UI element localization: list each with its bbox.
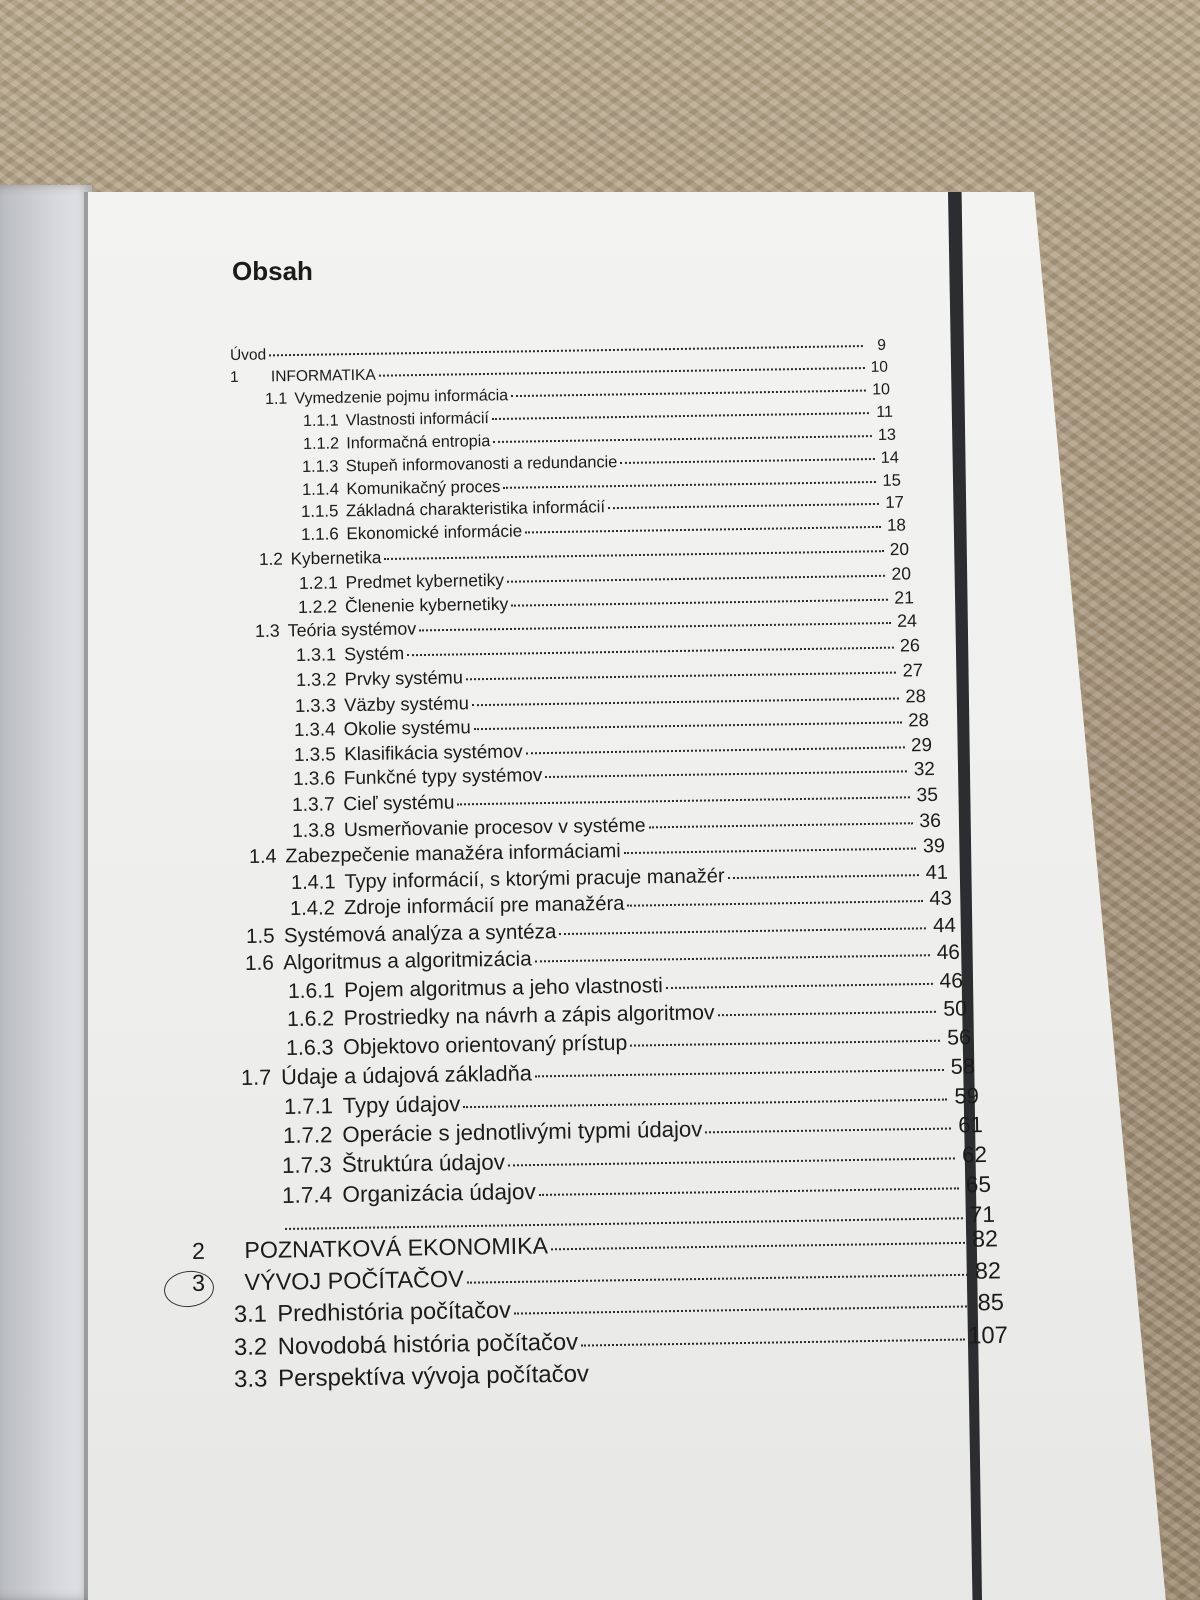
toc-entry-label: Pojem algoritmus a jeho vlastnosti (343, 974, 663, 1003)
toc-entry-number: 3.3 (233, 1365, 268, 1393)
toc-entry-label: Komunikačný proces (346, 476, 501, 499)
toc-entry-page-number: 46 (936, 940, 961, 965)
toc-entry-number: 1.2 (258, 548, 284, 569)
toc-entry-page-number: 10 (871, 381, 891, 399)
toc-entry-page-number: 39 (922, 835, 946, 858)
toc-entry-page-number: 43 (929, 887, 953, 910)
toc-entry-page-number: 10 (870, 358, 889, 376)
toc-entry-number: 1.3.6 (292, 768, 336, 790)
toc-entry-label: Okolie systému (343, 716, 471, 740)
toc-entry-label: Typy informácií, s ktorými pracuje manažér (344, 865, 725, 894)
toc-entry-page-number: 13 (877, 425, 897, 444)
toc-entry-number: 1.6.3 (285, 1035, 334, 1060)
toc-entry-number: 1.3.4 (293, 718, 336, 740)
toc-entry-number: 1.6.2 (286, 1007, 335, 1031)
toc-entry-label: Základná charakteristika informácií (345, 497, 606, 521)
toc-entry-number: 1.1.2 (302, 434, 340, 453)
toc-entry-page-number: 61 (958, 1112, 984, 1138)
toc-entry-page-number: 62 (961, 1141, 988, 1168)
toc-entry-number: 1.1.1 (302, 412, 339, 430)
toc-entry-label: Prvky systému (344, 667, 464, 690)
toc-entry-label: Systém (343, 643, 405, 665)
toc-entry-number: 1.3.3 (294, 694, 337, 716)
toc-entry-number: 3.1 (233, 1301, 268, 1328)
toc-entry-page-number: 15 (882, 470, 902, 490)
toc-entry-page-number: 36 (919, 809, 942, 833)
toc-entry-page-number: 82 (971, 1225, 999, 1252)
toc-entry-number: 1.1.4 (301, 479, 340, 499)
toc-entry-number: 1.7.1 (283, 1093, 334, 1119)
toc-entry-label: Typy údajov (342, 1091, 461, 1119)
toc-entry-number: 1.1 (264, 390, 288, 408)
toc-entry-number: 1.6 (244, 951, 275, 975)
toc-entry-label: Informačná entropia (346, 432, 491, 453)
toc-entry-page-number: 9 (877, 336, 887, 354)
toc-entry-page-number: 26 (899, 635, 921, 656)
toc-entry-page-number: 17 (885, 492, 905, 512)
toc-entry-label: Funkčné typy systémov (343, 765, 543, 790)
toc-entry-number: 1.1.5 (300, 501, 339, 521)
toc-entry-number: 1.7.2 (282, 1122, 333, 1148)
toc-entry-page-number: 65 (965, 1171, 992, 1198)
toc-entry-label: Cieľ systému (343, 792, 455, 816)
toc-entry-label: Ekonomické informácie (346, 521, 523, 544)
toc-entry-number: 1.1.3 (301, 457, 339, 476)
toc-entry-page-number: 59 (954, 1083, 980, 1109)
toc-entry-page-number: 58 (950, 1053, 976, 1079)
toc-entry-number: 1.7 (240, 1064, 272, 1090)
toc-entry-page-number: 29 (910, 733, 933, 756)
toc-entry-number: 1.7.4 (281, 1182, 333, 1208)
toc-entry-label: Operácie s jednotlivými typmi údajov (342, 1116, 703, 1148)
toc-entry-page-number: 107 (967, 1321, 1009, 1350)
right-page (88, 192, 1168, 1600)
page-title: Obsah (232, 256, 313, 286)
toc-entry-page-number: 20 (891, 563, 912, 584)
toc-entry-page-number: 20 (889, 538, 910, 560)
toc-entry-label: Stupeň informovanosti a redundancie (345, 453, 618, 476)
toc-entry-number: 1.1.6 (300, 524, 339, 544)
toc-entry-number: 1.3.2 (295, 669, 337, 690)
toc-entry-page-number: 41 (925, 861, 949, 885)
toc-entry-label: Zdroje informácií pre manažéra (343, 892, 625, 920)
toc-entry-label: Novodobá história počítačov (277, 1328, 579, 1361)
toc-entry-page-number: 71 (969, 1201, 996, 1228)
toc-entry-page-number: 85 (977, 1289, 1005, 1317)
toc-entry-number: 3 (191, 1269, 206, 1296)
toc-entry-page-number: 46 (939, 969, 964, 993)
toc-entry-label: Zabezpečenie manažéra informáciami (285, 840, 621, 868)
toc-entry-number: 1 (229, 368, 239, 386)
toc-entry-label: Úvod (229, 346, 267, 364)
toc-entry-number: 1.3 (254, 620, 280, 641)
toc-entry-label: Vlastnosti informácií (345, 410, 490, 430)
toc-entry-label: VÝVOJ POČÍTAČOV (244, 1265, 464, 1296)
toc-entry-page-number: 32 (913, 758, 936, 781)
toc-entry-label: Systémová analýza a syntéza (283, 920, 557, 948)
toc-entry-label: Údaje a údajová základňa (280, 1060, 533, 1090)
toc-entry-label: Štruktúra údajov (341, 1149, 506, 1178)
toc-entry-number: 1.2.1 (298, 572, 338, 593)
toc-entry-number: 1.4.2 (289, 897, 336, 920)
toc-entry-page-number: 24 (896, 610, 918, 631)
toc-entry-page-number: 14 (880, 448, 900, 467)
toc-entry-page-number: 27 (902, 660, 924, 681)
toc-entry-number: 1.3.5 (293, 743, 336, 765)
toc-entry-number: 1.3.7 (291, 794, 335, 816)
toc-entry-number: 3.2 (233, 1333, 268, 1361)
toc-entry-page-number: 35 (916, 784, 939, 807)
toc-entry-number: 1.3.8 (291, 819, 336, 842)
toc-entry-label: INFORMATIKA (270, 366, 376, 386)
toc-entry-label: Vymedzenie pojmu informácia (294, 387, 509, 408)
toc-entry-number: 1.7.3 (281, 1152, 332, 1178)
toc-entry-number: 1.4 (248, 845, 277, 868)
toc-entry-page-number: 28 (905, 685, 927, 707)
toc-entry-page-number: 18 (886, 515, 907, 535)
toc-entry-number: 2 (191, 1237, 206, 1264)
toc-entry-label: Klasifikácia systémov (344, 740, 523, 765)
toc-entry-page-number: 21 (894, 587, 915, 608)
toc-entry-label: Teória systémov (287, 618, 417, 641)
toc-entry-page-number: 50 (943, 997, 968, 1021)
toc-entry-label: Kybernetika (290, 547, 382, 569)
toc-entry-page-number: 11 (876, 403, 894, 421)
toc-entry-label: Objektovo orientovaný prístup (342, 1030, 628, 1060)
toc-entry-label: Členenie kybernetiky (344, 593, 509, 617)
toc-entry-label: Predmet kybernetiky (345, 569, 505, 593)
toc-entry-number: 1.3.1 (295, 644, 337, 665)
toc-entry-page-number: 28 (908, 709, 930, 731)
left-page (0, 185, 92, 1600)
toc-entry-page-number: 56 (946, 1025, 972, 1050)
toc-entry-page-number: 44 (932, 913, 957, 938)
toc-entry-label: Usmerňovanie procesov v systéme (343, 814, 646, 842)
toc-entry-number: 1.6.1 (287, 979, 335, 1003)
toc-entry-label: Perspektíva vývoja počítačov (277, 1360, 590, 1393)
toc-entry-label: Väzby systému (343, 692, 470, 716)
toc-entry-label: Predhistória počítačov (277, 1297, 512, 1328)
toc-entry-number: 1.2.2 (297, 596, 338, 617)
toc-entry-page-number: 82 (974, 1257, 1002, 1284)
toc-entry-number: 1.4.1 (290, 871, 336, 894)
toc-entry-label: POZNATKOVÁ EKONOMIKA (244, 1232, 549, 1264)
toc-entry-number: 1.5 (245, 924, 275, 948)
toc-entry-label: Organizácia údajov (342, 1179, 537, 1208)
toc-entry-label: Prostriedky na návrh a zápis algoritmov (343, 1001, 715, 1031)
toc-entry-label: Algoritmus a algoritmizácia (283, 947, 532, 975)
